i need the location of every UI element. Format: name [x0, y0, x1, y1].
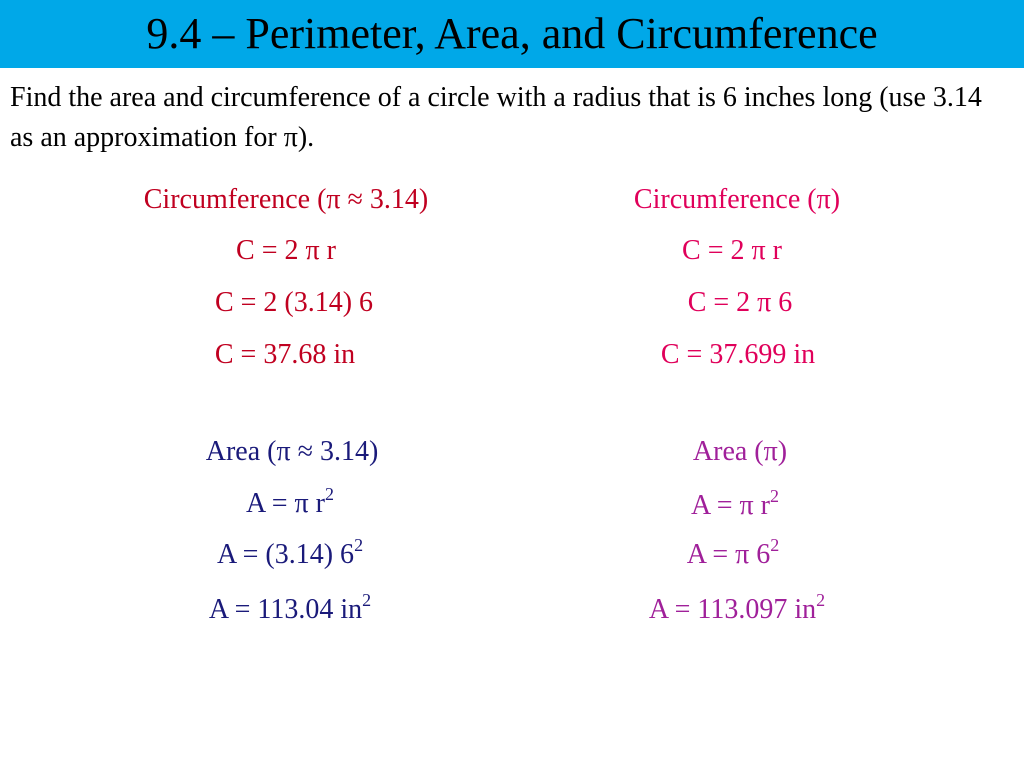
- area-exact-step3: A = 113.097 $in^2$: [648, 590, 826, 625]
- area-approx-step3: A = 113.04 $in^2$: [208, 590, 372, 625]
- area-exact-step1: A = π $r^2$: [691, 486, 779, 521]
- area-approx-step1: A = π $r^2$: [246, 484, 334, 519]
- circumference-exact-step2: C = 2 π 6: [687, 287, 793, 318]
- area-approx-step2: A = (3.14) $6^2$: [216, 535, 364, 570]
- area-exact-step1-exponent: 2: [769, 486, 779, 506]
- title-bar: [0, 0, 1024, 68]
- area-approx-step1-exponent: 2: [324, 484, 334, 504]
- circumference-approx-heading: Circumference (π ≈ 3.14): [143, 184, 429, 215]
- circumference-exact-step3: C = 37.699 in: [660, 339, 816, 370]
- area-exact-step2-exponent: 2: [770, 535, 780, 555]
- area-exact-heading: Area (π): [692, 436, 788, 467]
- circumference-exact-step1: C = 2 π r: [682, 235, 782, 266]
- problem-statement: Find the area and circumference of a circle with a radius that is 6 inches long (use 3.14 as an approximation for π).: [10, 82, 982, 153]
- slide-title: 9.4 – Perimeter, Area, and Circumference: [146, 9, 878, 58]
- circumference-approx-step1: C = 2 π r: [236, 235, 336, 266]
- area-approx-step3-exponent: 2: [362, 590, 372, 610]
- area-approx-step2-exponent: 2: [354, 535, 364, 555]
- area-exact-step3-exponent: 2: [816, 590, 826, 610]
- circumference-exact-heading: Circumference (π): [633, 184, 841, 215]
- circumference-approx-step3: C = 37.68 in: [214, 339, 356, 370]
- area-approx-heading: Area (π ≈ 3.14): [205, 436, 379, 467]
- circumference-approx-step2: C = 2 (3.14) 6: [214, 287, 374, 318]
- area-exact-step2: A = π $6^2$: [686, 535, 780, 570]
